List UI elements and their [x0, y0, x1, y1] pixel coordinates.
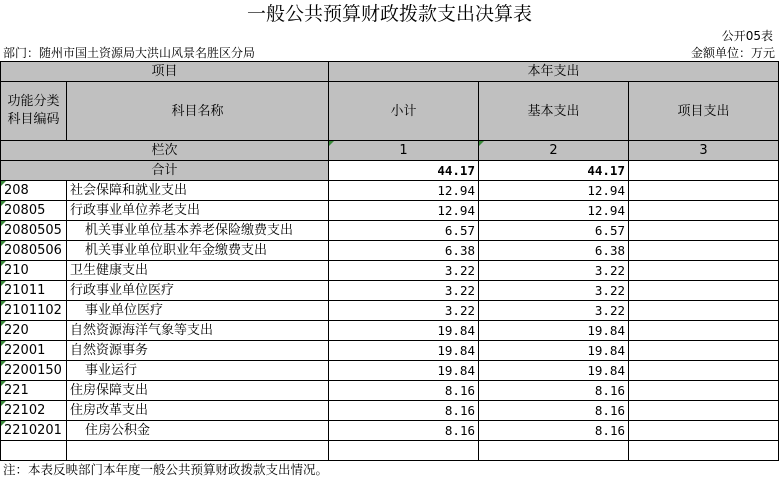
- row-project[interactable]: [629, 441, 779, 461]
- row-basic[interactable]: 19.84: [479, 321, 629, 341]
- row-name[interactable]: 行政事业单位养老支出: [67, 201, 329, 221]
- row-subtotal[interactable]: 19.84: [329, 321, 479, 341]
- row-code[interactable]: 220: [1, 321, 67, 341]
- table-row: [1, 241, 779, 261]
- row-subtotal[interactable]: [329, 441, 479, 461]
- row-subtotal[interactable]: 8.16: [329, 401, 479, 421]
- row-name[interactable]: 事业运行: [67, 361, 329, 381]
- table-row: [1, 321, 779, 341]
- row-basic[interactable]: 19.84: [479, 361, 629, 381]
- table-row: [1, 221, 779, 241]
- row-code[interactable]: 210: [1, 261, 67, 281]
- row-project[interactable]: [629, 381, 779, 401]
- row-code[interactable]: 208: [1, 181, 67, 201]
- expenditure-table: [0, 61, 779, 461]
- row-subtotal[interactable]: 19.84: [329, 341, 479, 361]
- total-subtotal[interactable]: 44.17: [329, 161, 479, 181]
- row-name[interactable]: 住房保障支出: [67, 381, 329, 401]
- table-row: [1, 381, 779, 401]
- row-code[interactable]: 21011: [1, 281, 67, 301]
- row-subtotal[interactable]: 19.84: [329, 361, 479, 381]
- row-code[interactable]: 22001: [1, 341, 67, 361]
- row-subtotal[interactable]: 12.94: [329, 201, 479, 221]
- col-index-1[interactable]: 1: [329, 141, 479, 161]
- row-project[interactable]: [629, 181, 779, 201]
- row-project[interactable]: [629, 221, 779, 241]
- row-code[interactable]: 221: [1, 381, 67, 401]
- row-label[interactable]: 栏次: [1, 141, 329, 161]
- row-name[interactable]: 社会保障和就业支出: [67, 181, 329, 201]
- header-current-year[interactable]: 本年支出: [329, 62, 779, 82]
- table-row: [1, 441, 779, 461]
- row-basic[interactable]: 19.84: [479, 341, 629, 361]
- row-basic[interactable]: 6.38: [479, 241, 629, 261]
- header-code-col[interactable]: 功能分类科目编码: [1, 82, 67, 141]
- row-project[interactable]: [629, 361, 779, 381]
- row-name[interactable]: 卫生健康支出: [67, 261, 329, 281]
- header-project[interactable]: 项目支出: [629, 82, 779, 141]
- row-code[interactable]: 2210201: [1, 421, 67, 441]
- row-project[interactable]: [629, 341, 779, 361]
- row-project[interactable]: [629, 261, 779, 281]
- row-name[interactable]: 行政事业单位医疗: [67, 281, 329, 301]
- row-subtotal[interactable]: 3.22: [329, 261, 479, 281]
- row-code[interactable]: [1, 441, 67, 461]
- row-project[interactable]: [629, 421, 779, 441]
- row-basic[interactable]: 3.22: [479, 301, 629, 321]
- total-basic[interactable]: 44.17: [479, 161, 629, 181]
- row-project[interactable]: [629, 281, 779, 301]
- row-code[interactable]: 2080505: [1, 221, 67, 241]
- row-code[interactable]: 2080506: [1, 241, 67, 261]
- row-basic[interactable]: 8.16: [479, 401, 629, 421]
- row-code[interactable]: 22102: [1, 401, 67, 421]
- row-name[interactable]: 机关事业单位职业年金缴费支出: [67, 241, 329, 261]
- table-row: [1, 281, 779, 301]
- row-subtotal[interactable]: 8.16: [329, 381, 479, 401]
- row-name[interactable]: 机关事业单位基本养老保险缴费支出: [67, 221, 329, 241]
- row-basic[interactable]: 6.57: [479, 221, 629, 241]
- row-basic[interactable]: 3.22: [479, 281, 629, 301]
- row-subtotal[interactable]: 6.38: [329, 241, 479, 261]
- row-code[interactable]: 2101102: [1, 301, 67, 321]
- row-basic[interactable]: 12.94: [479, 201, 629, 221]
- row-name[interactable]: 自然资源海洋气象等支出: [67, 321, 329, 341]
- unit-label: 金额单位：万元: [690, 46, 775, 60]
- table-row: [1, 421, 779, 441]
- row-project[interactable]: [629, 241, 779, 261]
- row-subtotal[interactable]: 12.94: [329, 181, 479, 201]
- row-project[interactable]: [629, 201, 779, 221]
- header-basic[interactable]: 基本支出: [479, 82, 629, 141]
- page-title: 一般公共预算财政拨款支出决算表: [246, 3, 532, 25]
- row-code[interactable]: 20805: [1, 201, 67, 221]
- row-code[interactable]: 2200150: [1, 361, 67, 381]
- table-code: 公开05表: [721, 29, 773, 43]
- row-basic[interactable]: 12.94: [479, 181, 629, 201]
- table-row: [1, 181, 779, 201]
- row-project[interactable]: [629, 401, 779, 421]
- header-item[interactable]: 项目: [1, 62, 329, 82]
- total-label[interactable]: 合计: [1, 161, 329, 181]
- row-name[interactable]: 自然资源事务: [67, 341, 329, 361]
- row-basic[interactable]: [479, 441, 629, 461]
- row-subtotal[interactable]: 3.22: [329, 281, 479, 301]
- row-name[interactable]: [67, 441, 329, 461]
- table-row: [1, 301, 779, 321]
- table-row: [1, 261, 779, 281]
- col-index-2[interactable]: 2: [479, 141, 629, 161]
- row-basic[interactable]: 3.22: [479, 261, 629, 281]
- table-row: [1, 401, 779, 421]
- row-subtotal[interactable]: 8.16: [329, 421, 479, 441]
- row-subtotal[interactable]: 6.57: [329, 221, 479, 241]
- col-index-3[interactable]: 3: [629, 141, 779, 161]
- row-basic[interactable]: 8.16: [479, 421, 629, 441]
- department-label: 部门：随州市国土资源局大洪山风景名胜区分局: [3, 46, 256, 60]
- footnote: 注：本表反映部门本年度一般公共预算财政拨款支出情况。: [3, 462, 329, 477]
- table-row: [1, 361, 779, 381]
- row-name[interactable]: 住房改革支出: [67, 401, 329, 421]
- total-project[interactable]: [629, 161, 779, 181]
- header-subtotal[interactable]: 小计: [329, 82, 479, 141]
- row-name[interactable]: 事业单位医疗: [67, 301, 329, 321]
- row-name[interactable]: 住房公积金: [67, 421, 329, 441]
- table-row: [1, 341, 779, 361]
- row-project[interactable]: [629, 301, 779, 321]
- row-basic[interactable]: 8.16: [479, 381, 629, 401]
- row-project[interactable]: [629, 321, 779, 341]
- row-subtotal[interactable]: 3.22: [329, 301, 479, 321]
- table-row: [1, 201, 779, 221]
- header-name-col[interactable]: 科目名称: [67, 82, 329, 141]
